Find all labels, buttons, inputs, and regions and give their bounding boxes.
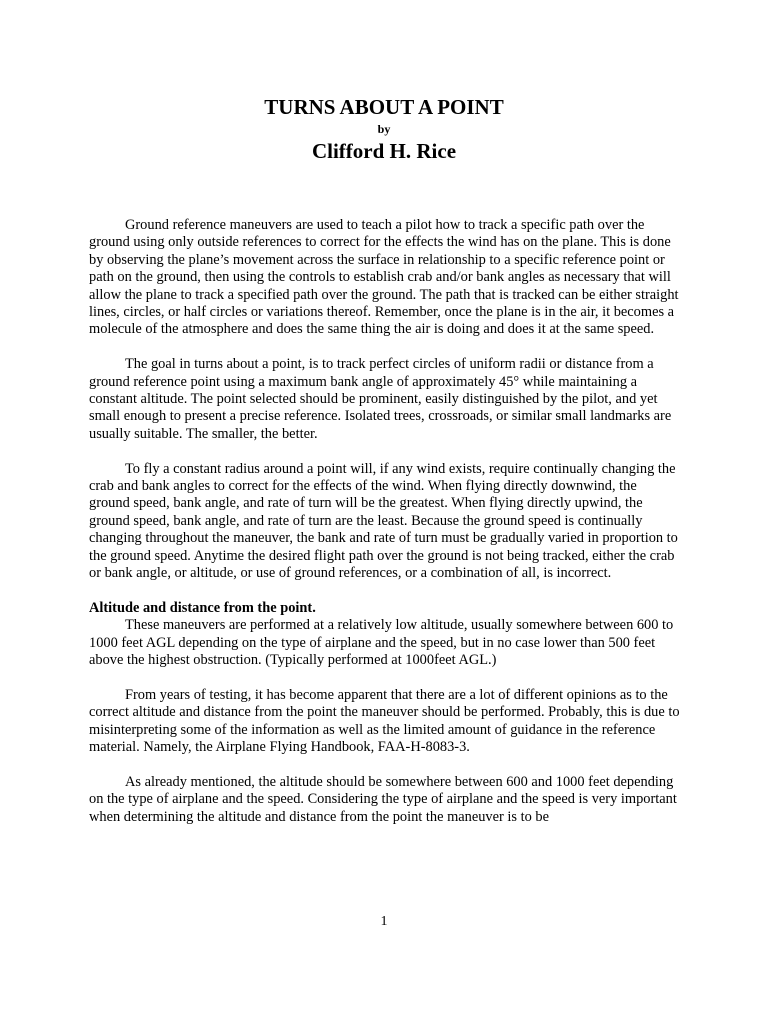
paragraph: To fly a constant radius around a point will, if any wind exists, require continually changing the crab and bank angles to correct for the effects of the wind. When flying directly downwind, the ground speed, bank angle, and rate of turn will be the greatest. When flying directly upwind, the ground speed, bank angle, and rate of turn are the least. Because the ground speed is continually changing throughout the maneuver, the bank and rate of turn must be gradually varied in proportion to the ground speed. Anytime the desired flight path over the ground is not being tracked, either the crab or bank angle, or altitude, or use of ground references, or a combination of all, is incorrect. [89, 460, 678, 582]
paragraph: The goal in turns about a point, is to track perfect circles of uniform radii or distance from a ground reference point using a maximum bank angle of approximately 45° while maintaining a constant altitude. The point selected should be prominent, easily distinguished by the pilot, and yet small enough to present a precise reference. Isolated trees, crossroads, or similar small landmarks are usually suitable. The smaller, the better. [89, 356, 672, 442]
paragraph: Ground reference maneuvers are used to teach a pilot how to track a specific path over the ground using only outside references to correct for the effects the wind has on the plane. This is done by observing the plane’s movement across the surface in relationship to a specific reference point or path on the ground, then using the controls to establish crab and/or bank angles as necessary that will allow the plane to track a specified path over the ground. The path that is tracked can be either straight lines, circles, or half circles or variations thereof. Remember, once the plane is in the air, it becomes a molecule of the atmosphere and does the same thing the air is doing and does it at the same speed. [89, 217, 679, 338]
section-heading: Altitude and distance from the point. [89, 599, 316, 616]
section-paragraph: These maneuvers are performed at a relatively low altitude, usually somewhere between 600 to 1000 feet AGL depending on the type of airplane and the speed, but in no case lower than 500 feet above the highest obstruction. (Typically performed at 1000feet AGL.) [89, 617, 674, 669]
byline: by [377, 122, 391, 136]
page-number: 1 [380, 914, 388, 929]
document-body [89, 217, 681, 844]
author-name: Clifford H. Rice [311, 139, 457, 163]
section-altitude-distance [89, 600, 681, 670]
paragraph: From years of testing, it has become apparent that there are a lot of different opinions as to the correct altitude and distance from the point the maneuver should be performed. Probably, this is due to misinterpreting some of the information as well as the limited amount of guidance in the reference material. Namely, the Airplane Flying Handbook, FAA-H-8083-3. [89, 686, 680, 756]
document-title: TURNS ABOUT A POINT [264, 95, 504, 119]
paragraph: As already mentioned, the altitude should be somewhere between 600 and 1000 feet depending on the type of airplane and the speed. Considering the type of airplane and the speed is very important when determining the altitude and distance from the point the maneuver is to be [89, 773, 677, 825]
